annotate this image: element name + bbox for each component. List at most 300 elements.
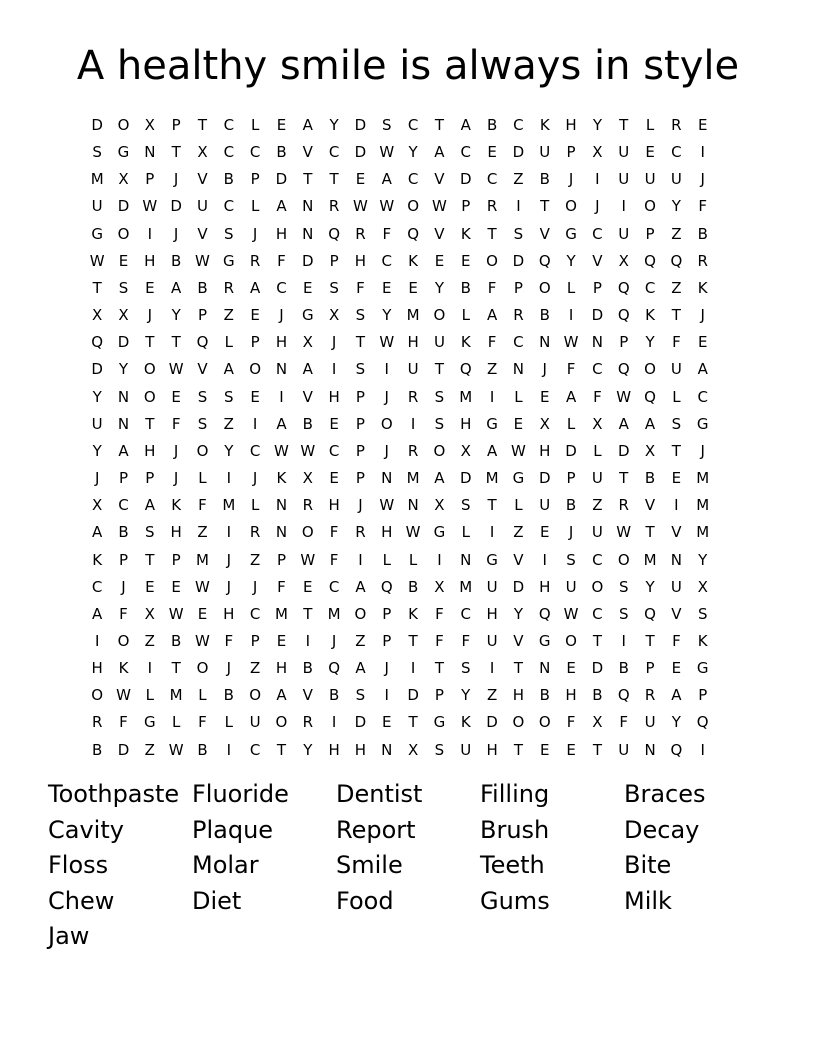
grid-letter: A: [618, 414, 629, 433]
grid-letter: I: [226, 740, 232, 759]
grid-letter: Q: [328, 659, 341, 678]
grid-letter: N: [407, 496, 419, 515]
grid-letter: T: [197, 116, 208, 134]
grid-letter: D: [117, 740, 130, 759]
grid-letter: R: [355, 224, 366, 243]
grid-letter: D: [354, 116, 367, 134]
grid-letter: E: [645, 143, 655, 162]
grid-letter: O: [354, 604, 367, 623]
grid-letter: B: [460, 278, 471, 297]
grid-letter: W: [142, 197, 158, 216]
grid-letter: Y: [698, 550, 708, 569]
grid-letter: U: [670, 577, 682, 596]
grid-letter: O: [275, 713, 288, 732]
word-list-item: Report: [336, 815, 416, 844]
grid-letter: E: [382, 278, 392, 297]
grid-letter: D: [459, 170, 472, 189]
grid-letter: F: [435, 631, 444, 650]
grid-letter: I: [674, 496, 679, 515]
grid-letter: T: [92, 278, 102, 297]
grid-letter: A: [223, 360, 234, 379]
grid-letter: H: [486, 740, 498, 759]
grid-letter: S: [329, 278, 339, 297]
grid-letter: I: [358, 550, 363, 569]
grid-letter: U: [644, 170, 656, 189]
word-list-item: Smile: [336, 851, 403, 879]
word-list-item: Diet: [192, 886, 242, 915]
grid-letter: J: [226, 550, 232, 569]
grid-letter: E: [145, 278, 155, 297]
grid-letter: B: [302, 414, 313, 433]
grid-letter: E: [408, 278, 418, 297]
grid-letter: R: [302, 496, 313, 515]
grid-letter: W: [379, 143, 395, 162]
grid-letter: R: [513, 306, 524, 325]
grid-letter: P: [145, 469, 155, 488]
grid-letter: O: [196, 659, 209, 678]
grid-letter: V: [671, 604, 682, 623]
grid-letter: U: [407, 360, 419, 379]
word-list-item: Brush: [480, 815, 550, 844]
grid-letter: Z: [249, 659, 261, 678]
grid-letter: E: [303, 278, 313, 297]
grid-letter: S: [197, 387, 208, 406]
grid-letter: W: [116, 686, 131, 705]
grid-letter: T: [487, 224, 497, 243]
grid-letter: E: [461, 251, 471, 270]
grid-letter: N: [381, 740, 393, 759]
grid-letter: M: [696, 496, 710, 515]
grid-letter: M: [327, 604, 341, 623]
grid-letter: L: [224, 713, 233, 732]
grid-letter: F: [382, 224, 392, 243]
grid-letter: I: [516, 197, 521, 216]
grid-letter: T: [329, 170, 339, 189]
grid-letter: S: [197, 414, 208, 433]
grid-letter: B: [92, 740, 103, 759]
grid-letter: Z: [513, 523, 524, 542]
grid-letter: I: [279, 387, 284, 406]
grid-letter: C: [223, 197, 235, 216]
grid-letter: E: [513, 414, 524, 433]
grid-letter: B: [302, 659, 313, 678]
grid-letter: E: [171, 387, 181, 406]
grid-letter: Y: [303, 740, 313, 759]
grid-letter: C: [91, 577, 103, 596]
grid-letter: R: [697, 251, 708, 270]
grid-letter: C: [249, 740, 261, 759]
grid-letter: I: [621, 197, 626, 216]
grid-letter: W: [379, 496, 395, 515]
grid-letter: V: [302, 686, 313, 705]
grid-letter: N: [512, 360, 525, 379]
grid-letter: X: [118, 306, 129, 325]
grid-letter: C: [592, 550, 603, 569]
grid-letter: U: [486, 631, 498, 650]
grid-letter: W: [300, 441, 316, 460]
grid-letter: Y: [92, 441, 102, 460]
grid-letter: P: [171, 116, 181, 134]
grid-letter: B: [223, 686, 234, 705]
grid-letter: W: [168, 360, 184, 379]
grid-letter: Q: [459, 360, 472, 379]
grid-letter: O: [644, 360, 656, 379]
grid-letter: C: [118, 496, 129, 515]
grid-letter: V: [197, 170, 208, 189]
grid-letter: Z: [144, 631, 155, 650]
grid-letter: O: [433, 441, 446, 460]
grid-letter: Z: [486, 360, 498, 379]
grid-letter: H: [223, 604, 235, 623]
grid-letter: K: [460, 224, 471, 243]
grid-letter: R: [644, 686, 656, 705]
grid-letter: V: [434, 170, 445, 189]
grid-letter: L: [514, 496, 523, 515]
grid-letter: U: [486, 577, 498, 596]
grid-letter: I: [226, 469, 232, 488]
grid-letter: A: [144, 496, 155, 515]
grid-letter: X: [644, 441, 656, 460]
grid-letter: M: [274, 604, 288, 623]
grid-letter: Q: [617, 306, 630, 325]
grid-letter: T: [487, 496, 497, 515]
grid-letter: B: [197, 740, 208, 759]
grid-letter: Q: [644, 251, 656, 270]
grid-letter: D: [91, 116, 103, 134]
grid-letter: F: [698, 197, 708, 216]
grid-letter: S: [566, 550, 576, 569]
grid-letter: K: [408, 251, 419, 270]
grid-letter: E: [145, 577, 155, 596]
grid-letter: N: [117, 414, 130, 433]
grid-letter: D: [170, 197, 182, 216]
grid-letter: K: [460, 333, 471, 352]
grid-letter: Q: [380, 577, 393, 596]
grid-letter: U: [670, 360, 682, 379]
grid-letter: N: [302, 197, 314, 216]
grid-letter: O: [301, 523, 314, 542]
grid-letter: F: [329, 550, 339, 569]
grid-letter: G: [565, 224, 577, 243]
grid-letter: C: [249, 441, 261, 460]
grid-letter: J: [700, 441, 705, 460]
page-title: A healthy smile is always in style: [76, 43, 740, 89]
grid-letter: I: [147, 659, 153, 678]
grid-letter: N: [670, 550, 682, 569]
word-list-item: Bite: [624, 851, 672, 879]
grid-letter: G: [301, 306, 314, 325]
grid-letter: P: [118, 469, 129, 488]
grid-letter: C: [223, 143, 235, 162]
grid-letter: Z: [197, 523, 208, 542]
grid-letter: J: [568, 170, 574, 189]
grid-letter: V: [539, 224, 550, 243]
grid-letter: W: [168, 604, 184, 623]
grid-letter: G: [696, 414, 709, 433]
grid-letter: Z: [249, 550, 261, 569]
grid-letter: A: [302, 116, 313, 134]
grid-letter: D: [591, 659, 604, 678]
grid-letter: P: [382, 631, 392, 650]
grid-letter: I: [252, 414, 258, 433]
grid-letter: L: [514, 387, 523, 406]
grid-letter: S: [118, 278, 129, 297]
grid-letter: C: [644, 278, 656, 297]
grid-letter: P: [145, 170, 155, 189]
grid-letter: E: [329, 469, 339, 488]
grid-letter: I: [94, 631, 100, 650]
grid-letter: W: [168, 740, 184, 759]
grid-letter: R: [302, 713, 313, 732]
grid-letter: X: [328, 306, 340, 325]
grid-letter: H: [407, 333, 419, 352]
word-list-item: Fluoride: [192, 780, 289, 808]
grid-letter: O: [565, 631, 577, 650]
grid-letter: P: [619, 333, 629, 352]
grid-letter: M: [485, 469, 499, 488]
grid-letter: I: [595, 170, 600, 189]
grid-letter: B: [118, 523, 129, 542]
grid-letter: L: [645, 116, 655, 134]
grid-letter: U: [539, 143, 551, 162]
grid-letter: A: [486, 306, 498, 325]
grid-letter: A: [434, 469, 445, 488]
word-list-item: Toothpaste: [48, 780, 180, 808]
grid-letter: H: [275, 659, 288, 678]
grid-letter: E: [540, 740, 550, 759]
grid-letter: T: [619, 469, 629, 488]
grid-letter: M: [459, 577, 473, 596]
grid-letter: B: [223, 170, 234, 189]
grid-letter: B: [697, 224, 708, 243]
grid-letter: E: [303, 577, 313, 596]
grid-letter: L: [593, 441, 602, 460]
grid-letter: L: [250, 496, 260, 515]
grid-letter: Q: [617, 360, 630, 379]
grid-letter: Y: [434, 278, 445, 297]
grid-letter: E: [671, 469, 682, 488]
grid-letter: P: [355, 441, 365, 460]
grid-letter: F: [593, 387, 602, 406]
grid-letter: U: [91, 197, 103, 216]
grid-letter: L: [408, 550, 418, 569]
grid-letter: B: [565, 496, 577, 515]
grid-letter: D: [354, 713, 367, 732]
grid-letter: N: [539, 659, 551, 678]
grid-letter: S: [382, 116, 392, 134]
grid-letter: V: [197, 224, 208, 243]
grid-letter: C: [460, 604, 471, 623]
word-list-item: Teeth: [480, 851, 545, 879]
grid-letter: X: [144, 604, 155, 623]
grid-letter: N: [381, 469, 393, 488]
grid-letter: G: [486, 414, 498, 433]
grid-letter: X: [197, 143, 208, 162]
grid-letter: Z: [486, 686, 498, 705]
grid-letter: H: [328, 496, 340, 515]
grid-letter: F: [198, 713, 207, 732]
grid-letter: N: [460, 550, 472, 569]
grid-letter: R: [407, 441, 419, 460]
grid-letter: A: [697, 360, 708, 379]
grid-letter: B: [539, 170, 550, 189]
grid-letter: P: [645, 224, 655, 243]
grid-letter: C: [276, 278, 287, 297]
grid-letter: D: [538, 469, 551, 488]
grid-letter: R: [671, 116, 682, 134]
grid-letter: A: [671, 686, 682, 705]
grid-letter: G: [512, 469, 525, 488]
grid-letter: J: [252, 224, 258, 243]
grid-letter: J: [700, 170, 705, 189]
grid-letter: H: [328, 387, 340, 406]
grid-letter: M: [90, 170, 104, 189]
grid-letter: J: [542, 360, 547, 379]
grid-letter: Z: [144, 740, 155, 759]
grid-letter: C: [328, 577, 340, 596]
grid-letter: P: [355, 387, 365, 406]
grid-letter: K: [171, 496, 182, 515]
word-list-item: Gums: [480, 886, 550, 915]
grid-letter: F: [329, 523, 339, 542]
grid-letter: O: [143, 360, 156, 379]
grid-letter: T: [592, 631, 602, 650]
grid-letter: A: [355, 577, 366, 596]
grid-letter: U: [565, 577, 577, 596]
grid-letter: J: [568, 523, 574, 542]
grid-letter: Q: [670, 740, 683, 759]
grid-letter: T: [619, 116, 629, 134]
grid-letter: B: [539, 686, 550, 705]
grid-letter: U: [618, 740, 630, 759]
letter-grid: [84, 112, 716, 764]
grid-letter: Y: [382, 306, 392, 325]
grid-letter: I: [489, 387, 495, 406]
grid-letter: Z: [355, 631, 366, 650]
word-list-item: Jaw: [48, 922, 90, 950]
grid-letter: L: [224, 333, 233, 352]
grid-letter: I: [384, 686, 389, 705]
grid-letter: P: [355, 414, 365, 433]
grid-letter: L: [461, 523, 470, 542]
grid-letter: S: [355, 306, 366, 325]
grid-letter: P: [382, 604, 392, 623]
grid-letter: W: [510, 441, 526, 460]
grid-letter: M: [169, 686, 183, 705]
grid-letter: C: [223, 116, 235, 134]
grid-letter: J: [121, 577, 126, 596]
grid-letter: Q: [617, 686, 630, 705]
grid-letter: P: [197, 306, 207, 325]
grid-letter: H: [565, 116, 577, 134]
grid-letter: U: [539, 496, 551, 515]
grid-letter: C: [592, 604, 603, 623]
grid-letter: T: [434, 116, 445, 134]
grid-letter: V: [592, 251, 603, 270]
grid-letter: X: [539, 414, 550, 433]
grid-letter: O: [538, 278, 551, 297]
grid-letter: X: [302, 469, 313, 488]
grid-letter: O: [486, 251, 498, 270]
grid-letter: K: [645, 306, 655, 325]
grid-letter: L: [198, 469, 207, 488]
grid-letter: U: [618, 170, 630, 189]
grid-letter: R: [618, 496, 629, 515]
grid-letter: S: [224, 224, 234, 243]
grid-letter: P: [118, 550, 129, 569]
grid-letter: F: [619, 713, 629, 732]
grid-letter: I: [700, 740, 705, 759]
grid-letter: M: [406, 469, 420, 488]
grid-letter: X: [618, 251, 629, 270]
grid-letter: Q: [196, 333, 209, 352]
grid-letter: L: [566, 278, 576, 297]
grid-letter: Y: [408, 143, 418, 162]
grid-letter: T: [303, 604, 313, 623]
grid-letter: F: [672, 631, 681, 650]
grid-letter: C: [249, 604, 261, 623]
grid-letter: L: [382, 550, 391, 569]
word-list-item: Filling: [480, 780, 550, 808]
grid-letter: M: [222, 496, 236, 515]
grid-letter: O: [591, 577, 604, 596]
grid-letter: S: [671, 414, 682, 433]
grid-letter: L: [198, 686, 207, 705]
grid-letter: E: [118, 251, 129, 270]
grid-letter: I: [489, 523, 495, 542]
grid-letter: Q: [407, 224, 419, 243]
grid-letter: H: [91, 659, 103, 678]
grid-letter: S: [92, 143, 102, 162]
grid-letter: E: [197, 604, 208, 623]
grid-letter: H: [170, 523, 182, 542]
grid-letter: N: [117, 387, 130, 406]
grid-letter: X: [697, 577, 708, 596]
grid-letter: V: [302, 143, 313, 162]
grid-letter: E: [697, 116, 708, 134]
grid-letter: C: [486, 170, 498, 189]
grid-letter: K: [118, 659, 129, 678]
grid-letter: G: [696, 659, 709, 678]
grid-letter: V: [513, 550, 524, 569]
grid-letter: B: [539, 306, 550, 325]
word-list-item: Plaque: [192, 815, 274, 844]
grid-letter: A: [302, 360, 313, 379]
grid-letter: M: [696, 469, 710, 488]
grid-letter: G: [91, 224, 103, 243]
grid-letter: N: [539, 333, 551, 352]
grid-letter: Y: [329, 116, 339, 134]
grid-letter: P: [171, 550, 181, 569]
grid-letter: U: [91, 414, 103, 433]
grid-letter: O: [249, 360, 262, 379]
grid-letter: F: [566, 360, 576, 379]
grid-letter: J: [384, 441, 389, 460]
grid-letter: E: [697, 333, 708, 352]
word-list-item: Molar: [192, 851, 259, 879]
grid-letter: K: [92, 550, 103, 569]
grid-letter: Z: [671, 224, 682, 243]
grid-letter: X: [592, 414, 603, 433]
grid-letter: D: [512, 251, 525, 270]
grid-letter: I: [437, 550, 442, 569]
grid-letter: H: [460, 414, 472, 433]
grid-letter: T: [145, 414, 155, 433]
grid-letter: Y: [671, 197, 681, 216]
grid-letter: Y: [171, 306, 181, 325]
grid-letter: Y: [645, 333, 655, 352]
grid-letter: O: [512, 713, 525, 732]
